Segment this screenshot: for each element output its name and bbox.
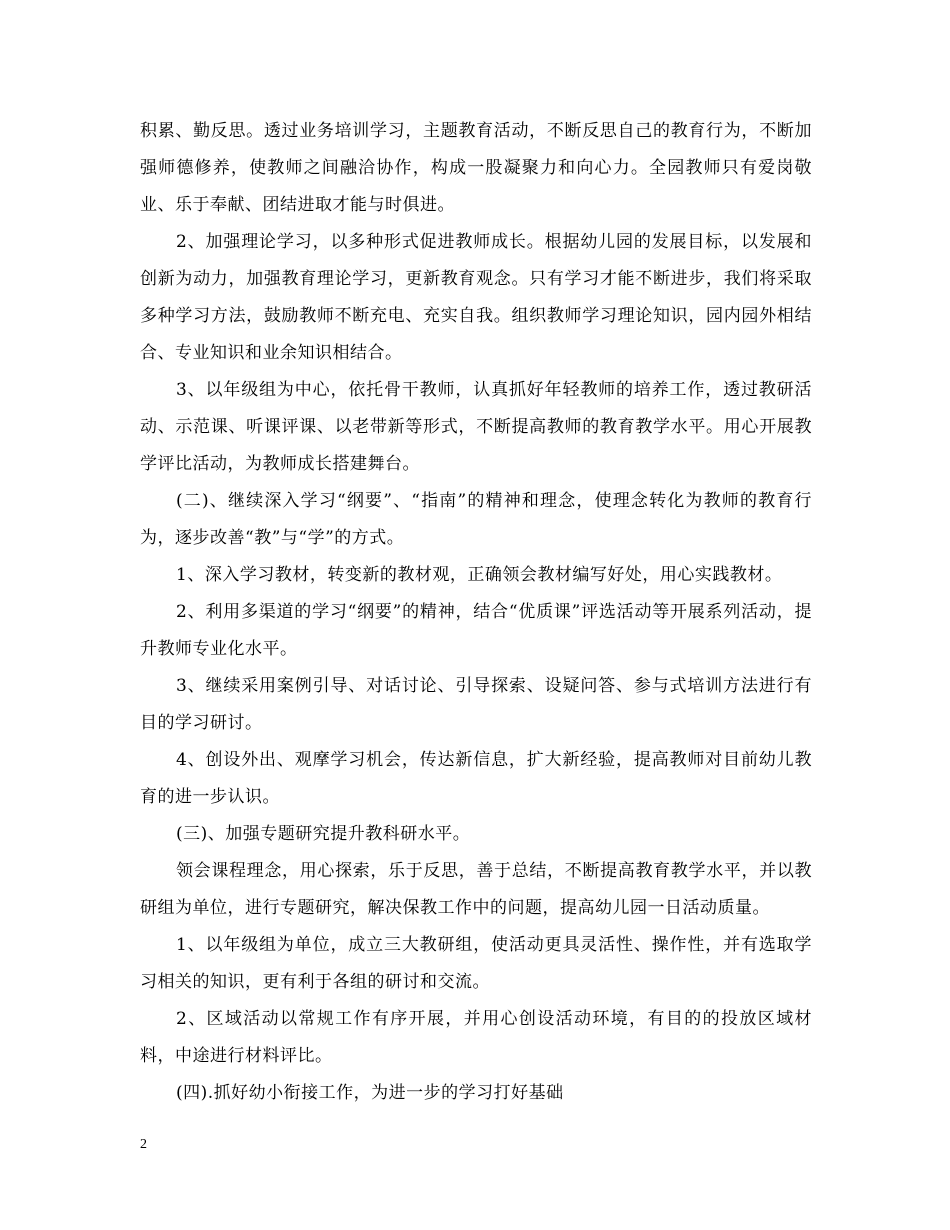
paragraph-item-2-theory-study: 2、加强理论学习，以多种形式促进教师成长。根据幼儿园的发展目标，以发展和创新为动力，加强教育理论学习，更新教育观念。只有学习才能不断进步，我们将采取多种学习方法，鼓励教师不断充电、充实自我。组织教师学习理论知识，园内园外相结合、专业知识和业余知识相结合。 [140, 232, 812, 363]
paragraph-item-2-area-activities: 2、区域活动以常规工作有序开展，并用心创设活动环境，有目的的投放区域材料，中途进行材料评比。 [140, 1009, 812, 1066]
paragraph-continuation: 积累、勤反思。透过业务培训学习，主题教育活动，不断反思自己的教育行为，不断加强师德修养，使教师之间融洽协作，构成一股凝聚力和向心力。全园教师只有爱岗敬业、乐于奉献、团结进取才能与时俱进。 [140, 121, 812, 215]
paragraph-item-3-grade-group: 3、以年级组为中心，依托骨干教师，认真抓好年轻教师的培养工作，透过教研活动、示范课、听课评课、以老带新等形式，不断提高教师的教育教学水平。用心开展教学评比活动，为教师成长搭建舞台。 [140, 380, 812, 474]
paragraph-item-4-observation: 4、创设外出、观摩学习机会，传达新信息，扩大新经验，提高教师对目前幼儿教育的进一步认识。 [140, 750, 812, 807]
paragraph-item-2-multichannel: 2、利用多渠道的学习“纲要”的精神，结合“优质课”评选活动等开展系列活动，提升教师专业化水平。 [140, 602, 812, 659]
paragraph-item-1-teaching-materials: 1、深入学习教材，转变新的教材观，正确领会教材编写好处，用心实践教材。 [176, 565, 783, 585]
section-heading-3: (三)、加强专题研究提升教科研水平。 [176, 824, 471, 844]
paragraph-item-1-research-groups: 1、以年级组为单位，成立三大教研组，使活动更具灵活性、操作性，并有选取学习相关的知识，更有利于各组的研讨和交流。 [140, 935, 812, 992]
section-heading-4: (四).抓好幼小衔接工作，为进一步的学习打好基础 [176, 1083, 564, 1103]
document-body [140, 113, 812, 1112]
paragraph-curriculum-concept: 领会课程理念，用心探索，乐于反思，善于总结，不断提高教育教学水平，并以教研组为单位，进行专题研究，解决保教工作中的问题，提高幼儿园一日活动质量。 [140, 861, 812, 918]
section-heading-2: (二)、继续深入学习“纲要”、“指南”的精神和理念，使理念转化为教师的教育行为，逐步改善“教”与“学”的方式。 [140, 491, 812, 548]
page-number: 2 [140, 1137, 147, 1152]
paragraph-item-3-case-guidance: 3、继续采用案例引导、对话讨论、引导探索、设疑问答、参与式培训方法进行有目的学习研讨。 [140, 676, 812, 733]
